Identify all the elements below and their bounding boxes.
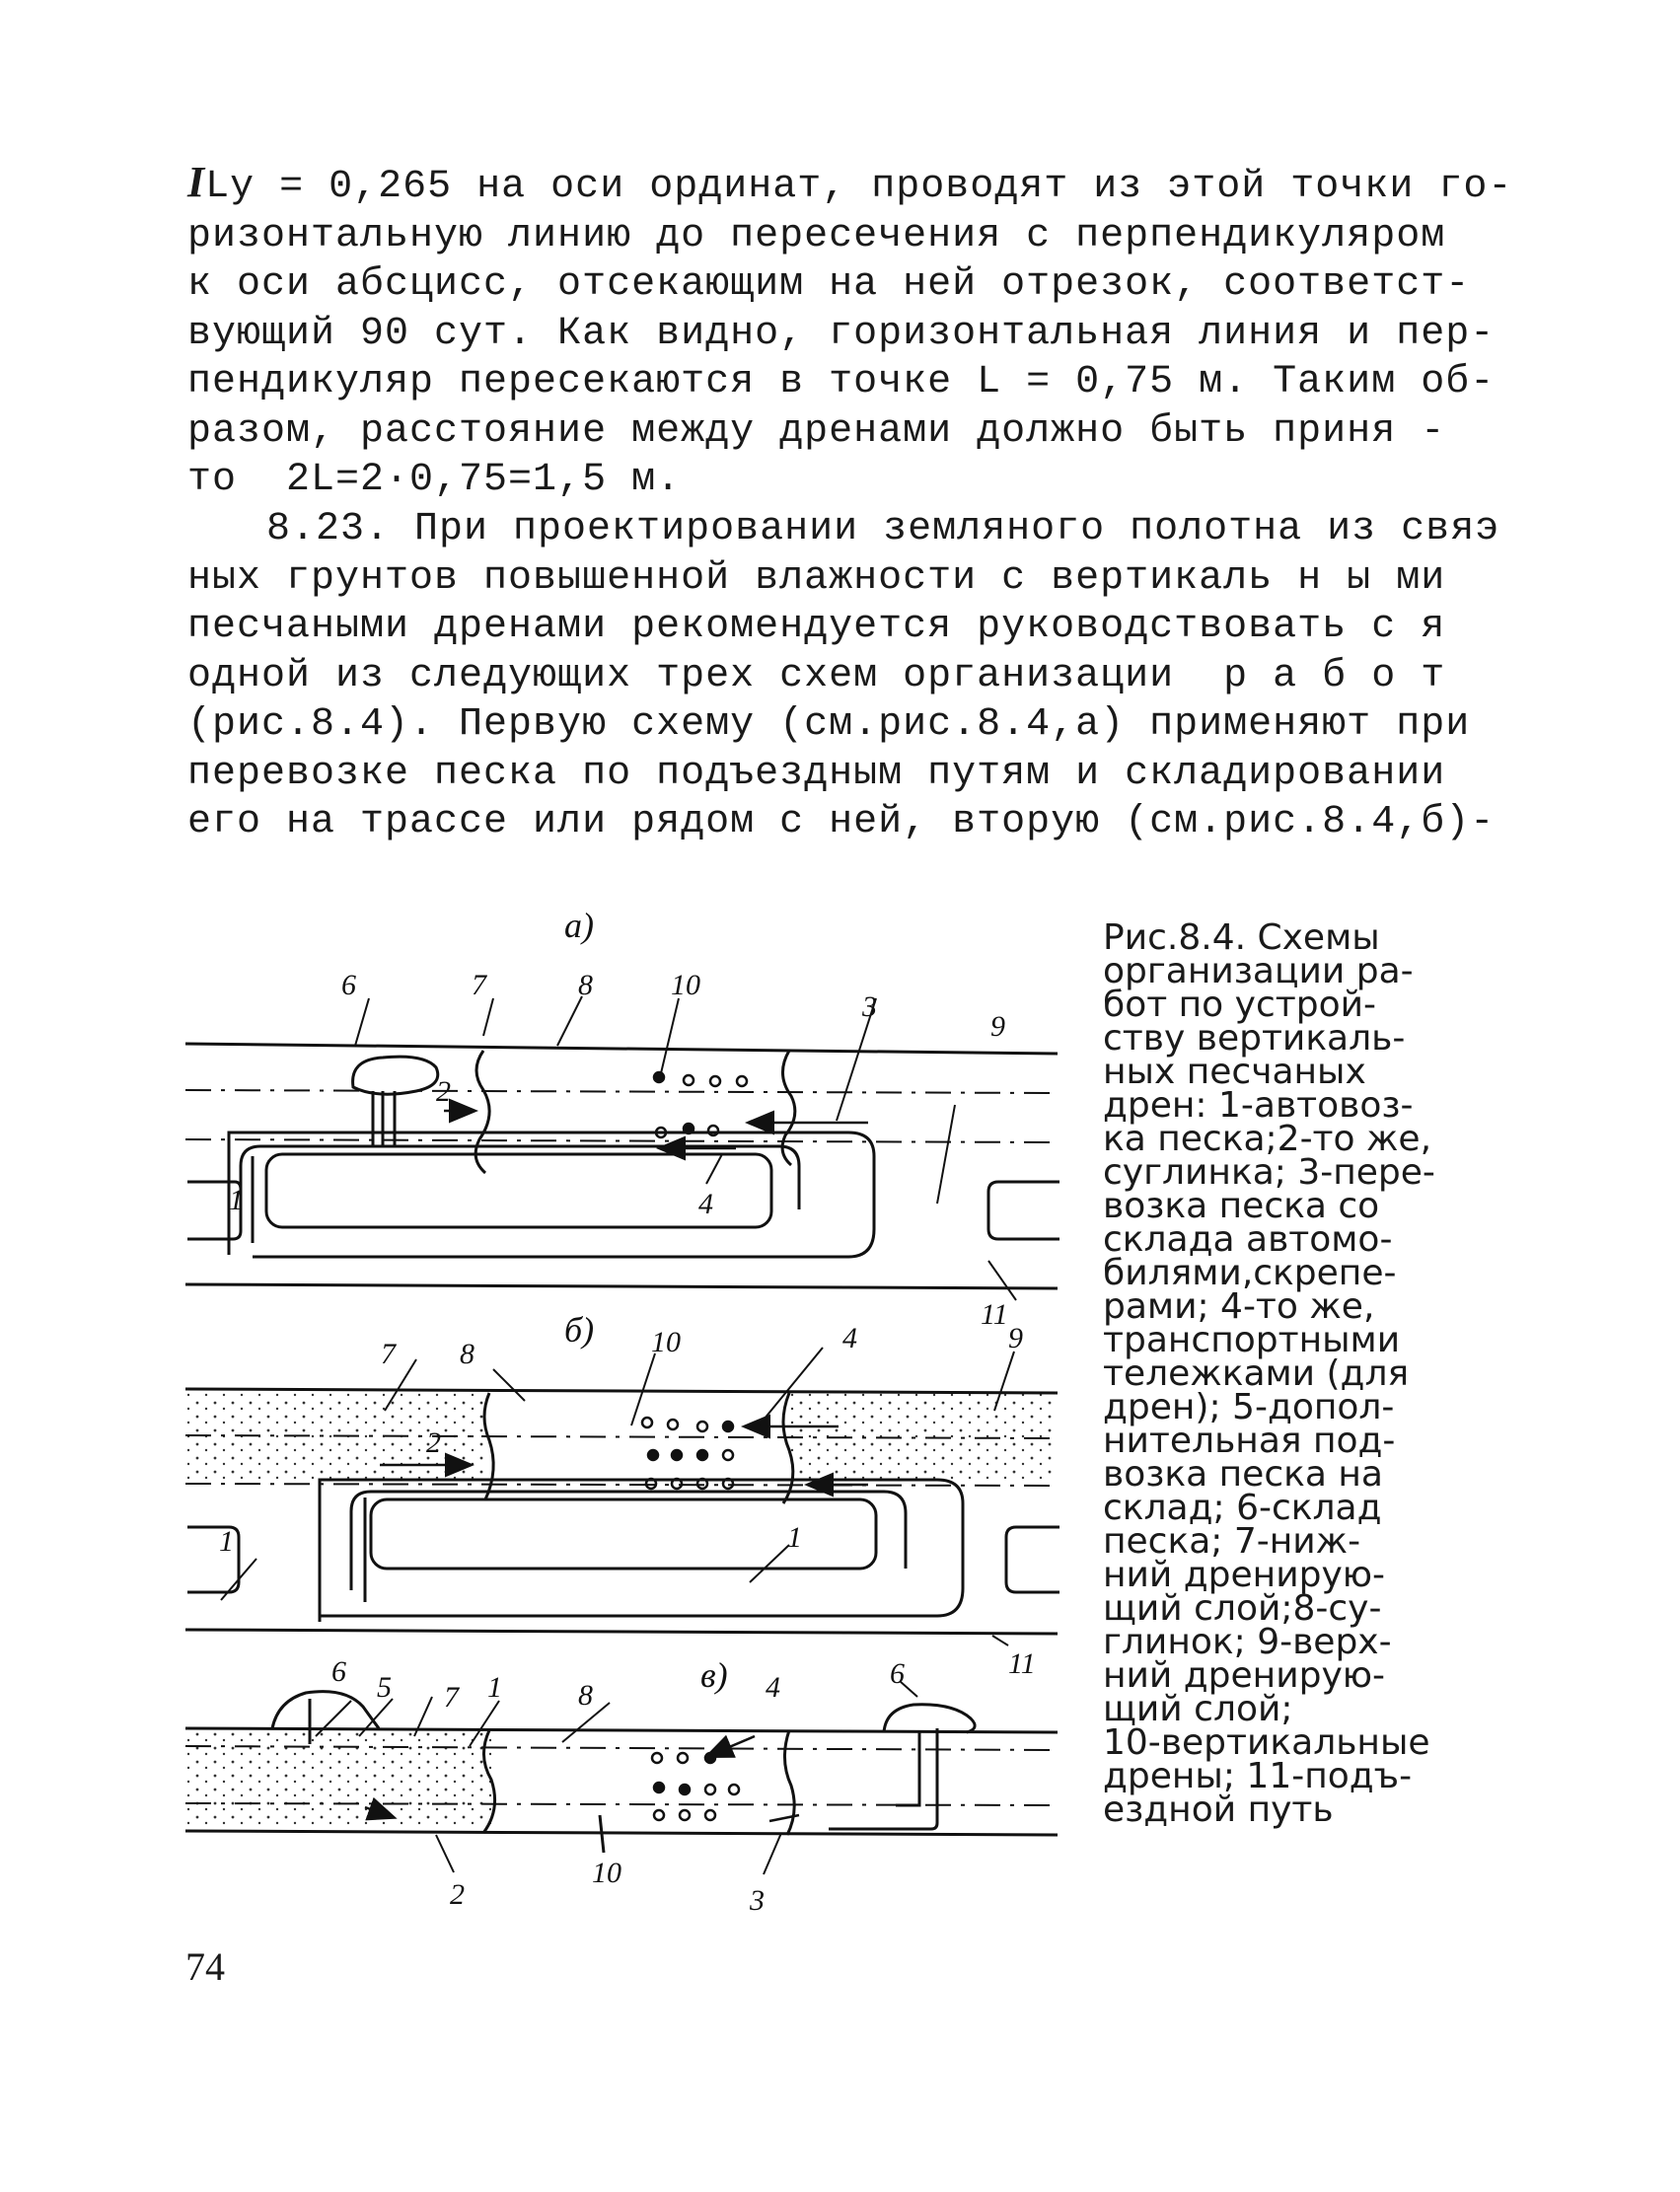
scheme-b — [185, 1348, 1059, 1645]
caption-line: организации ра- — [1103, 951, 1414, 991]
caption-line: возка песка на — [1103, 1454, 1383, 1495]
callout-label: 1 — [787, 1521, 802, 1554]
text-line: 8.23. При проектировании земляного полотна из свяэ — [266, 507, 1500, 551]
caption-line: песка; 7-ниж- — [1103, 1521, 1361, 1562]
caption-line: возка песка со — [1103, 1186, 1380, 1226]
text-line: песчаными дренами рекомендуется руководствовать с я — [187, 605, 1446, 649]
section-label-b: б) — [564, 1310, 595, 1350]
caption-line: нительная под- — [1103, 1421, 1396, 1461]
callout-label: 6 — [890, 1657, 905, 1690]
text-line-2: ризонтальную линию до пересечения с перпендикуляром — [187, 213, 1446, 258]
caption-line: ству вертикаль- — [1103, 1018, 1406, 1059]
caption-line: ний дренирую- — [1103, 1555, 1386, 1595]
callout-label: 7 — [381, 1338, 396, 1370]
caption-line: билями,скрепе- — [1103, 1253, 1397, 1293]
callout-label: 7 — [444, 1681, 459, 1714]
callout-label: 6 — [341, 969, 356, 1001]
caption-line: склада автомо- — [1103, 1219, 1393, 1260]
caption-line: 10-вертикальные — [1103, 1722, 1430, 1763]
caption-line: Рис.8.4. Схемы — [1103, 917, 1380, 958]
callout-label: 4 — [842, 1322, 857, 1354]
figure-8-4-schemes — [158, 888, 1095, 1914]
caption-line: ка песка;2-то же, — [1103, 1119, 1432, 1159]
text-line-6: разом, расстояние между дренами должно быть приня - — [187, 408, 1446, 454]
callout-label: 2 — [450, 1878, 465, 1911]
callout-label: 2 — [436, 1075, 451, 1108]
callout-label: 10 — [651, 1326, 681, 1358]
callout-label: 8 — [460, 1338, 475, 1370]
caption-line: дрены; 11-подъ- — [1103, 1756, 1413, 1796]
text-line — [187, 158, 1513, 212]
formula-symbol: I — [187, 158, 206, 206]
drain-markers-c — [652, 1753, 739, 1820]
caption-line: ездной путь — [1103, 1790, 1334, 1830]
caption-line: щий слой; — [1103, 1689, 1293, 1729]
callout-label: 5 — [377, 1671, 392, 1704]
text-line: одной из следующих трех схем организации р а б о т — [187, 653, 1446, 698]
drain-markers-b — [642, 1418, 733, 1489]
callout-label: 1 — [219, 1525, 234, 1558]
caption-line: дрен); 5-допол- — [1103, 1387, 1395, 1427]
text-line: ных грунтов повышенной влажности с вертикаль н ы ми — [187, 555, 1446, 601]
callout-label: 2 — [426, 1426, 441, 1459]
callout-label: 10 — [592, 1857, 621, 1889]
section-label-c: в) — [700, 1655, 728, 1695]
paragraph-drain-spacing — [187, 158, 1513, 505]
text-line-1: Ly = 0,265 на оси ординат, проводят из этой точки го- — [205, 165, 1513, 209]
callout-label: 8 — [578, 969, 593, 1001]
callout-label: 3 — [750, 1884, 765, 1914]
paragraph-8-23 — [187, 505, 1509, 847]
text-line: его на трассе или рядом с ней, вторую (см.рис.8.4,б)- — [187, 800, 1496, 844]
section-label-a: а) — [564, 906, 594, 945]
text-line: (рис.8.4). Первую схему (см.рис.8.4,а) применяют при — [187, 702, 1471, 747]
caption-line: глинок; 9-верх- — [1103, 1622, 1392, 1662]
callout-label: 1 — [487, 1671, 502, 1704]
callout-label: 6 — [331, 1655, 346, 1688]
caption-line: транспортными — [1103, 1320, 1401, 1360]
caption-line: ний дренирую- — [1103, 1655, 1386, 1696]
caption-line: щий слой;8-су- — [1103, 1588, 1382, 1629]
caption-line: бот по устрой- — [1103, 985, 1376, 1025]
callout-label: 10 — [671, 969, 700, 1001]
callout-label: 9 — [990, 1010, 1005, 1043]
callout-label: 4 — [698, 1188, 713, 1220]
caption-line: склад; 6-склад — [1103, 1488, 1382, 1528]
callout-label: 3 — [862, 990, 877, 1023]
callout-label: 8 — [578, 1679, 593, 1712]
top-drain-layer-hatch — [187, 1730, 491, 1829]
scheme-a — [185, 996, 1059, 1300]
callout-label: 4 — [766, 1671, 780, 1704]
callout-label: 11 — [981, 1298, 1008, 1331]
text-line-3: к оси абсцисс, отсекающим на ней отрезок, соответст- — [187, 262, 1471, 307]
callout-label: 9 — [1008, 1322, 1023, 1354]
caption-line: суглинка; 3-пере- — [1103, 1152, 1435, 1193]
caption-line: дрен: 1-автовоз- — [1103, 1085, 1414, 1126]
text-line-5: пендикуляр пересекаются в точке L = 0,75 м. Таким об- — [187, 360, 1496, 404]
callout-label: 7 — [472, 969, 486, 1001]
text-line: перевозке песка по подъездным путям и складировании — [187, 751, 1446, 796]
caption-line: ных песчаных — [1103, 1052, 1366, 1092]
text-line-7: то 2L=2·0,75=1,5 м. — [187, 458, 682, 502]
callout-label: 11 — [1008, 1647, 1036, 1680]
caption-line: тележками (для — [1103, 1353, 1410, 1394]
figure-caption — [1103, 917, 1497, 1830]
drain-markers-a — [654, 1072, 747, 1137]
callouts-a — [229, 969, 1008, 1331]
page-number: 74 — [185, 1944, 225, 1989]
schemes-drawing — [158, 888, 1095, 1914]
callout-label: 1 — [229, 1184, 244, 1216]
text-line-4: вующий 90 сут. Как видно, горизонтальная линия и пер- — [187, 311, 1496, 356]
top-drain-layer-hatch — [789, 1393, 1056, 1480]
caption-line: рами; 4-то же, — [1103, 1286, 1375, 1327]
